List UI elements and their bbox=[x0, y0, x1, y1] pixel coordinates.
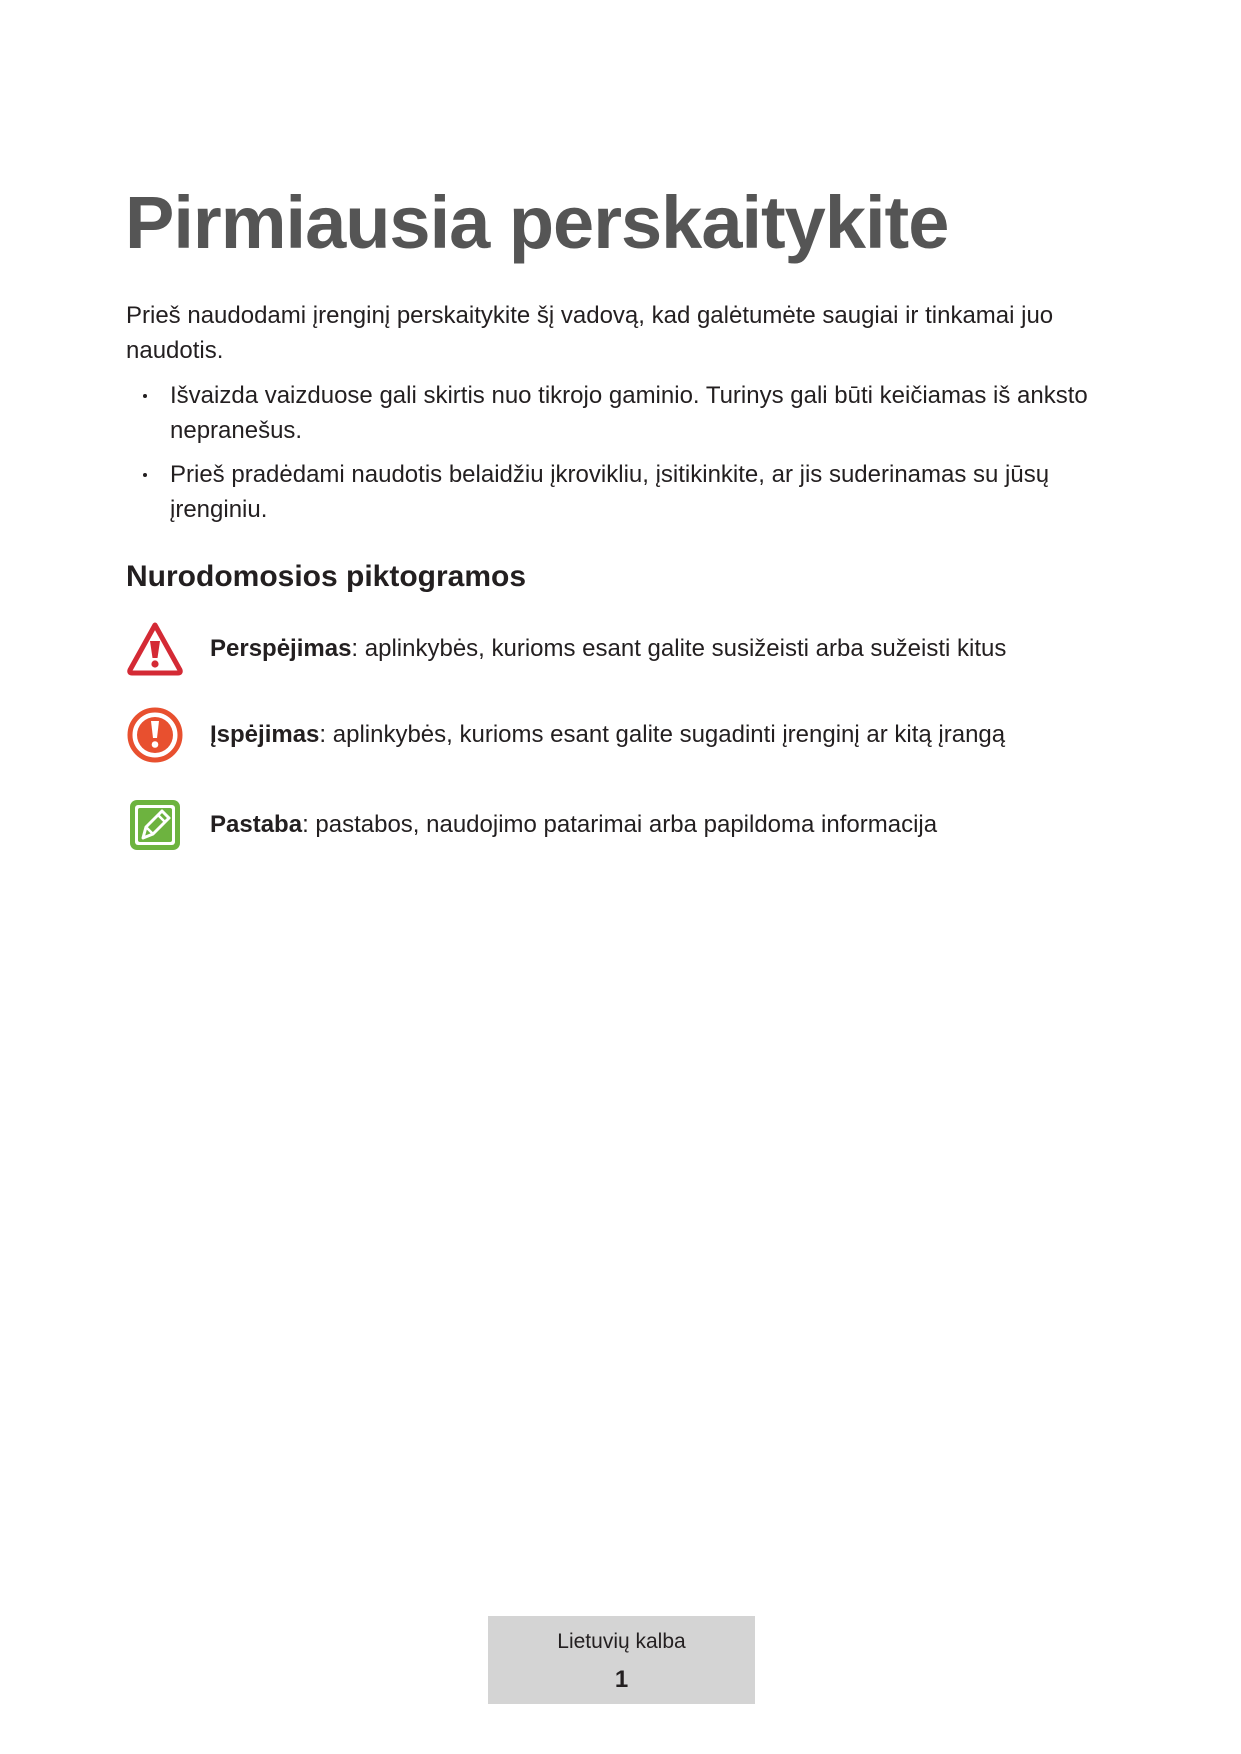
intro-paragraph: Prieš naudodami įrenginį perskaitykite šį vadovą, kad galėtumėte saugiai ir tinkamai juo naudotis. bbox=[126, 302, 1054, 364]
list-item-text: Prieš pradėdami naudotis belaidžiu įkrovikliu, įsitikinkite, ar jis suderinamas su jūsų įrenginiu. bbox=[170, 461, 1050, 523]
icon-legend-note bbox=[125, 795, 1125, 855]
icon-legend-text bbox=[210, 633, 1006, 665]
section-heading: Nurodomosios piktogramos bbox=[126, 560, 527, 593]
bullet-icon bbox=[143, 394, 147, 398]
icon-legend-caution bbox=[125, 705, 1125, 765]
icon-legend-text bbox=[210, 719, 1005, 751]
caution-circle-icon bbox=[125, 705, 185, 765]
icon-legend-description: : pastabos, naudojimo patarimai arba papildoma informacija bbox=[302, 811, 938, 838]
warning-triangle-icon bbox=[125, 619, 185, 679]
icon-legend-description: : aplinkybės, kurioms esant galite sugadinti įrenginį ar kitą įrangą bbox=[319, 721, 1006, 748]
icon-legend-term: Įspėjimas bbox=[210, 721, 320, 748]
notice-list bbox=[126, 378, 1106, 536]
page-number: 1 bbox=[614, 1666, 629, 1693]
icon-legend-term: Pastaba bbox=[210, 811, 303, 838]
note-pencil-icon bbox=[125, 795, 185, 855]
footer-language: Lietuvių kalba bbox=[557, 1630, 686, 1653]
list-item-text: Išvaizda vaizduose gali skirtis nuo tikrojo gaminio. Turinys gali būti keičiamas iš anksto nepranešus. bbox=[170, 382, 1088, 444]
page-title: Pirmiausia perskaitykite bbox=[125, 181, 949, 264]
list-item bbox=[126, 457, 1106, 527]
list-item bbox=[126, 378, 1106, 448]
icon-legend-warning bbox=[125, 619, 1125, 679]
icon-legend-description: : aplinkybės, kurioms esant galite susižeisti arba sužeisti kitus bbox=[351, 635, 1007, 662]
bullet-icon bbox=[143, 473, 147, 477]
icon-legend-text bbox=[210, 809, 937, 841]
page-footer bbox=[488, 1616, 755, 1704]
icon-legend-term: Perspėjimas bbox=[210, 635, 352, 662]
